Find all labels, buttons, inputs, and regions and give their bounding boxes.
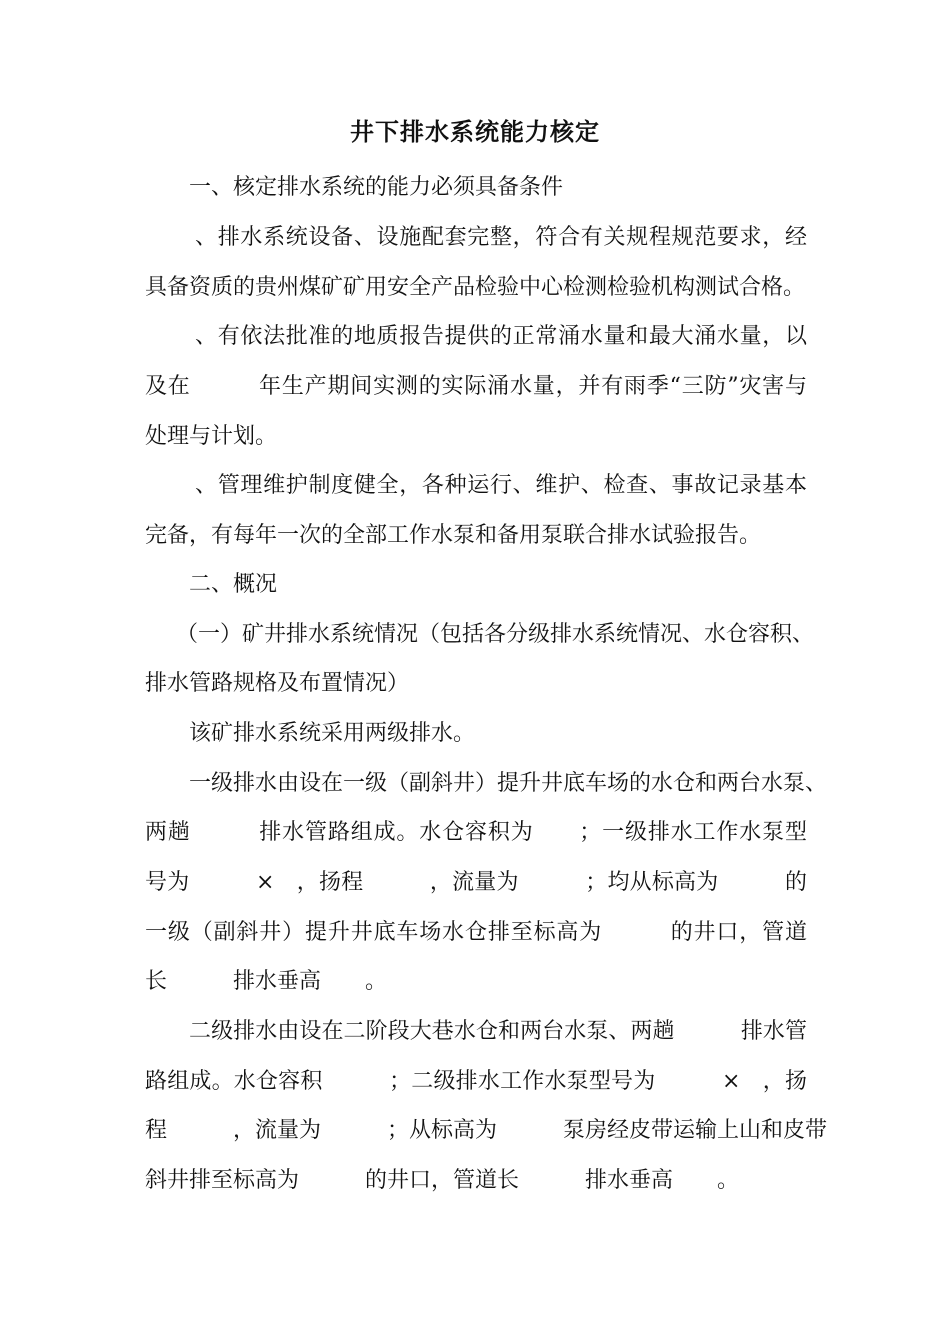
paragraph-line: 路组成。水仓容积 ；二级排水工作水泵型号为 × ，扬 [145,1069,807,1094]
paragraph-line: 程 ，流量为 ；从标高为 泵房经皮带运输上山和皮带 [145,1118,828,1143]
section-heading-overview: 二、概况 [189,572,278,597]
paragraph-line: 、有依法批准的地质报告提供的正常涌水量和最大涌水量，以 [195,324,807,349]
paragraph-line: 二级排水由设在二阶段大巷水仓和两台水泵、两趟 排水管 [189,1019,807,1044]
paragraph-line: 排水管路规格及布置情况） [145,671,410,696]
section-heading-conditions: 一、核定排水系统的能力必须具备条件 [189,175,564,200]
paragraph-line: 处理与计划。 [145,424,278,449]
paragraph-line: 具备资质的贵州煤矿矿用安全产品检验中心检测检验机构测试合格。 [145,275,806,300]
document-title: 井下排水系统能力核定 [350,118,600,146]
paragraph-line: 、管理维护制度健全，各种运行、维护、检查、事故记录基本 [195,473,807,498]
paragraph-line: 、排水系统设备、设施配套完整，符合有关规程规范要求，经 [195,225,807,250]
paragraph-line: 长 排水垂高 。 [145,969,388,994]
paragraph-line: 斜井排至标高为 的井口，管道长 排水垂高 。 [145,1168,740,1193]
paragraph-line: 该矿排水系统采用两级排水。 [189,721,476,746]
paragraph-line: 完备，有每年一次的全部工作水泵和备用泵联合排水试验报告。 [145,523,762,548]
paragraph-line: 两趟 排水管路组成。水仓容积为 ；一级排水工作水泵型 [145,820,807,845]
paragraph-line: 一级排水由设在一级（副斜井）提升井底车场的水仓和两台水泵、 [189,771,828,796]
subsection-heading: （一）矿井排水系统情况（包括各分级排水系统情况、水仓容积、 [176,622,815,647]
paragraph-line: 号为 × ，扬程 ，流量为 ；均从标高为 的 [145,870,807,895]
paragraph-line: 一级（副斜井）提升井底车场水仓排至标高为 的井口，管道 [145,920,807,945]
paragraph-line: 及在 年生产期间实测的实际涌水量，并有雨季“三防”灾害与 [145,374,807,399]
